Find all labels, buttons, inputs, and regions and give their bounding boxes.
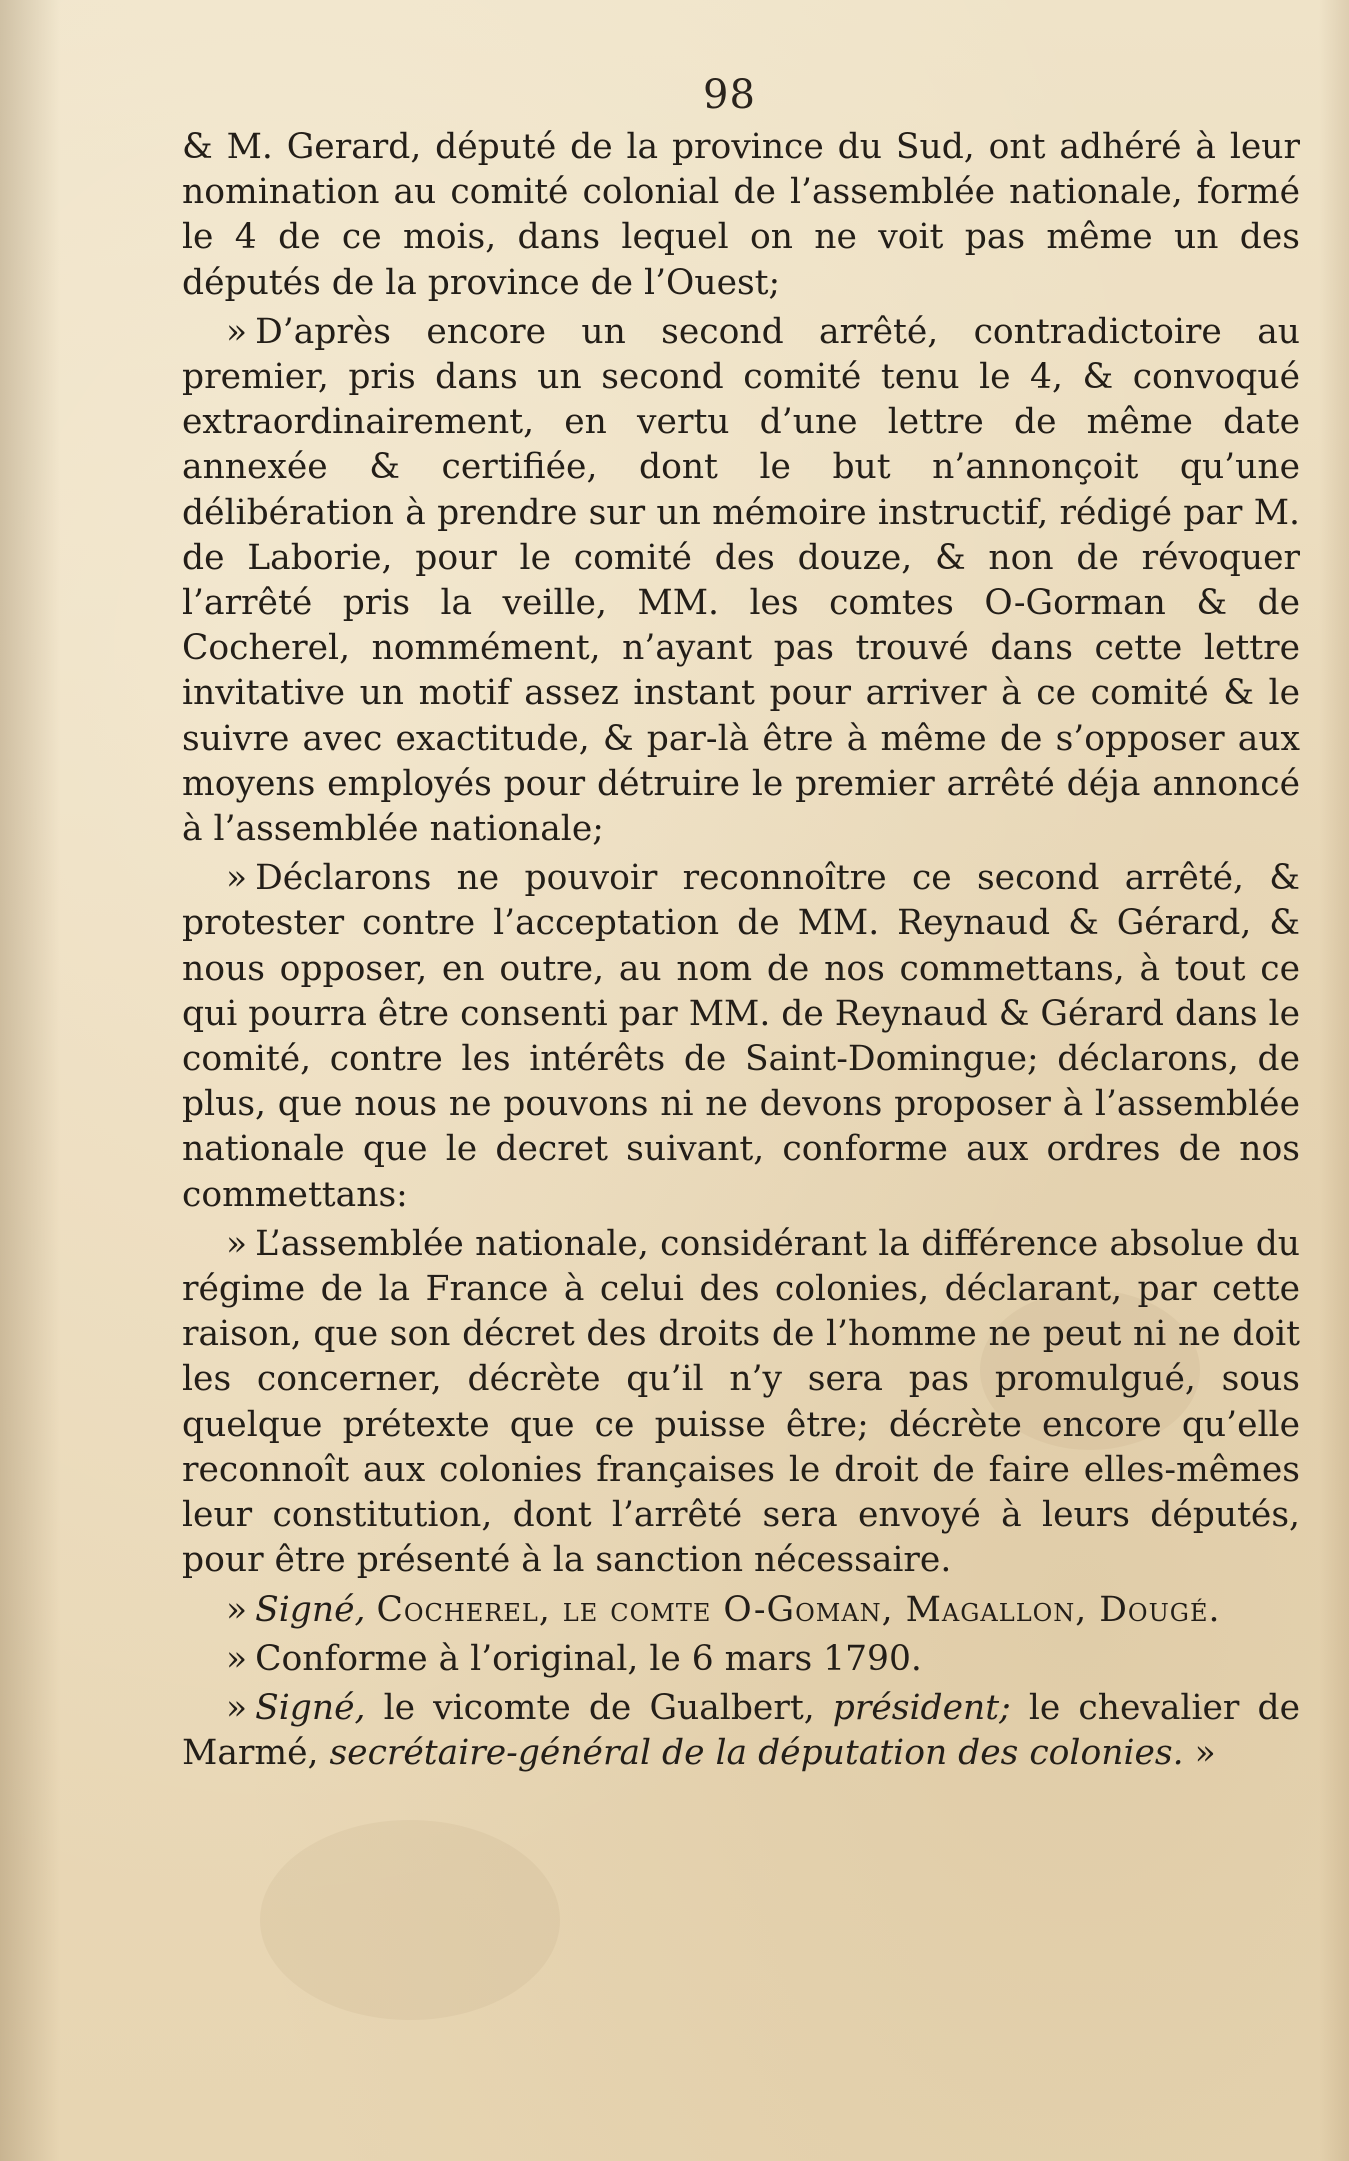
quote-mark: » [226,858,248,899]
quote-mark-close: » [1194,1733,1216,1774]
paragraph-text: D’après encore un second arrêté, contradictoire au premier, pris dans un second comité tenu le 4, & convoqué extraordinairement, en vertu d’une lettre de même date annexée & certifiée, dont le but n’annonçoit qu’une délibération à prendre sur un mémoire instructif, rédigé par M. de Laborie, pour le comité des douze, & non de révoquer l’arrêté pris la veille, MM. les comtes O-Gorman & de Cocherel, nommément, n’ayant pas trouvé dans cette lettre invitative un motif assez instant pour arriver à ce comité & le suivre avec exactitude, & par-là être à même de s’opposer aux moyens employés pour détruire le premier arrêté déja annoncé à l’assemblée nationale; [182,311,1300,850]
quote-mark: » [226,1687,248,1728]
quote-mark: » [226,311,248,352]
text-body [182,125,1300,1780]
paragraph-continuation: & M. Gerard, député de la province du Sud, ont adhéré à leur nomination au comité colonial de l’assemblée nationale, formé le 4 de ce mois, dans lequel on ne voit pas même un des députés de la province de l’Ouest; [182,127,1300,303]
edge-shadow [1319,0,1349,2161]
paragraph-second-arrete [182,310,1300,852]
conformity-text: Conforme à l’original, le 6 mars 1790. [255,1638,922,1679]
signature-block [182,1588,1300,1633]
paragraph-declaration [182,856,1300,1218]
paragraph-text: Déclarons ne pouvoir reconnoître ce second arrêté, & protester contre l’acceptation de MM. Reynaud & Gérard, & nous opposer, en outre, au nom de nos commettans, à tout ce qui pourra être consenti par MM. de Reynaud & Gérard dans le comité, contre les intérêts de Saint-Domingue; déclarons, de plus, que nous ne pouvons ni ne devons proposer à l’assemblée nationale que le decret suivant, conforme aux ordres de nos commettans: [182,858,1300,1215]
president-name: le vicomte de Gualbert, [383,1687,815,1728]
signe-label: Signé, [255,1687,366,1728]
paragraph-decret [182,1222,1300,1584]
secretary-name: le chevalier de Marmé, [182,1687,1301,1774]
paper-stain [260,1820,560,2020]
quote-mark: » [226,1223,248,1264]
secretary-title: secrétaire-général de la députation des colonies. [329,1733,1184,1774]
paragraph-text: L’assemblée nationale, considérant la différence absolue du régime de la France à celui des colonies, déclarant, par cette raison, que son décret des droits de l’homme ne peut ni ne doit les concerner, décrète qu’il n’y sera pas promulgué, sous quelque prétexte que ce puisse être; décrète encore qu’elle reconnoît aux colonies françaises le droit de faire elles-mêmes leur constitution, dont l’arrêté sera envoyé à leurs députés, pour être présenté à la sanction nécessaire. [182,1223,1300,1581]
conformity-line [182,1637,1300,1682]
quote-mark: » [226,1589,248,1630]
quote-mark: » [226,1638,248,1679]
spine-shadow [0,0,60,2161]
attestation-block [182,1686,1300,1776]
president-title: président; [832,1687,1011,1728]
signe-label: Signé, [255,1589,366,1630]
signatory-names: Cocherel, le comte O-Goman, Magallon, Dougé. [376,1589,1221,1630]
page-number: 98 [703,72,756,118]
